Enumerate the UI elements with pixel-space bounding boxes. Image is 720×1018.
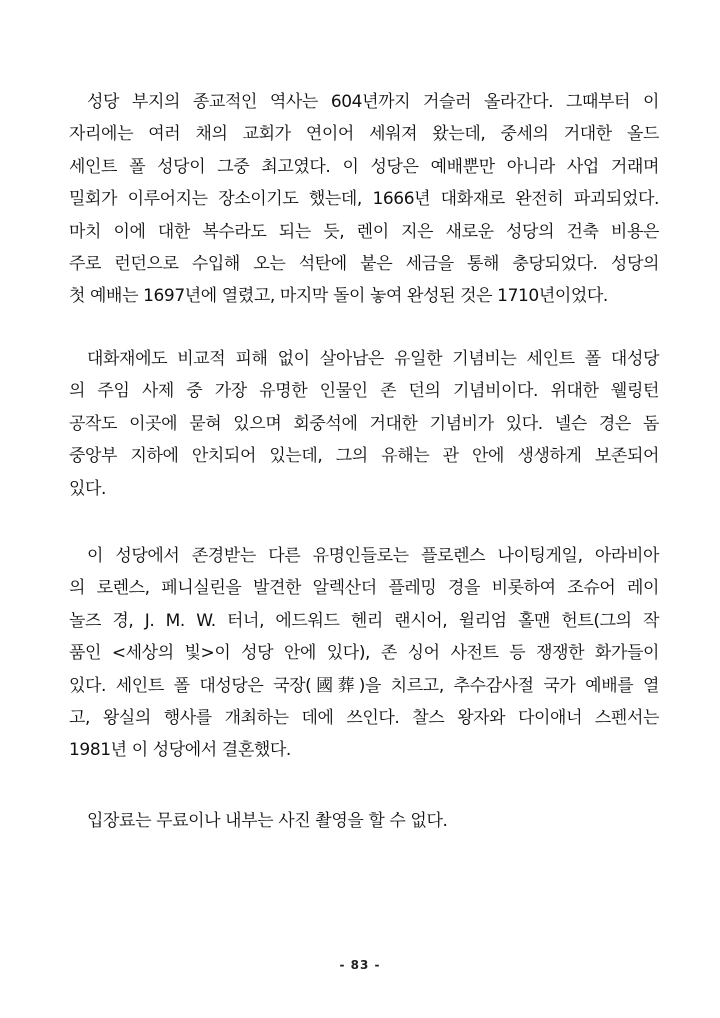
text-line: 고, 왕실의 행사를 개최하는 데에 쓰인다. 찰스 왕자와 다이애너 스펜서는	[69, 707, 659, 728]
paragraph-cathedral-history	[69, 86, 659, 313]
text-line: 있다. 세인트 폴 대성당은 국장(國葬)을 치르고, 추수감사절 국가 예배를 열	[69, 675, 659, 696]
paragraph-admission	[69, 805, 659, 837]
text-line: 입장료는 무료이나 내부는 사진 촬영을 할 수 없다.	[87, 811, 448, 831]
text-line: 놀즈 경, J. M. W. 터너, 에드워드 헨리 랜시어, 윌리엄 홀맨 헌트(그의 작	[69, 610, 659, 631]
text-line: 중앙부 지하에 안치되어 있는데, 그의 유해는 관 안에 생생하게 보존되어	[69, 446, 659, 467]
text-line: 품인 <세상의 빛>이 성당 안에 있다), 존 싱어 사전트 등 쟁쟁한 화가들이	[69, 643, 659, 664]
paragraph-monuments	[69, 343, 659, 505]
text-line: 마치 이에 대한 복수라도 되는 듯, 렌이 지은 새로운 성당의 건축 비용은	[69, 221, 659, 242]
text-line: 있다.	[69, 478, 107, 499]
text-line: 주로 런던으로 수입해 오는 석탄에 붙은 세금을 통해 충당되었다. 성당의	[69, 253, 659, 274]
paragraph-notable-people	[69, 540, 659, 767]
text-line: 의 로렌스, 페니실린을 발견한 알렉산더 플레밍 경을 비롯하여 조슈어 레이	[69, 578, 659, 599]
text-line: 첫 예배는 1697년에 열렸고, 마지막 돌이 놓여 완성된 것은 1710년이었다.	[69, 286, 608, 307]
text-line: 대화재에도 비교적 피해 없이 살아남은 유일한 기념비는 세인트 폴 대성당	[87, 349, 659, 369]
text-line: 1981년 이 성당에서 결혼했다.	[69, 740, 291, 761]
text-line: 이 성당에서 존경받는 다른 유명인들로는 플로렌스 나이팅게일, 아라비아	[87, 546, 659, 566]
text-line: 의 주임 사제 중 가장 유명한 인물인 존 던의 기념비이다. 위대한 웰링턴	[69, 381, 659, 402]
text-line: 세인트 폴 성당이 그중 최고였다. 이 성당은 예배뿐만 아니라 사업 거래며	[69, 156, 659, 177]
text-line: 성당 부지의 종교적인 역사는 604년까지 거슬러 올라간다. 그때부터 이	[87, 92, 659, 112]
text-line: 공작도 이곳에 묻혀 있으며 회중석에 거대한 기념비가 있다. 넬슨 경은 돔	[69, 413, 659, 434]
page-number: - 83 -	[339, 958, 381, 972]
text-line: 밀회가 이루어지는 장소이기도 했는데, 1666년 대화재로 완전히 파괴되었다.	[69, 189, 659, 210]
text-line: 자리에는 여러 채의 교회가 연이어 세워져 왔는데, 중세의 거대한 올드	[69, 124, 659, 145]
